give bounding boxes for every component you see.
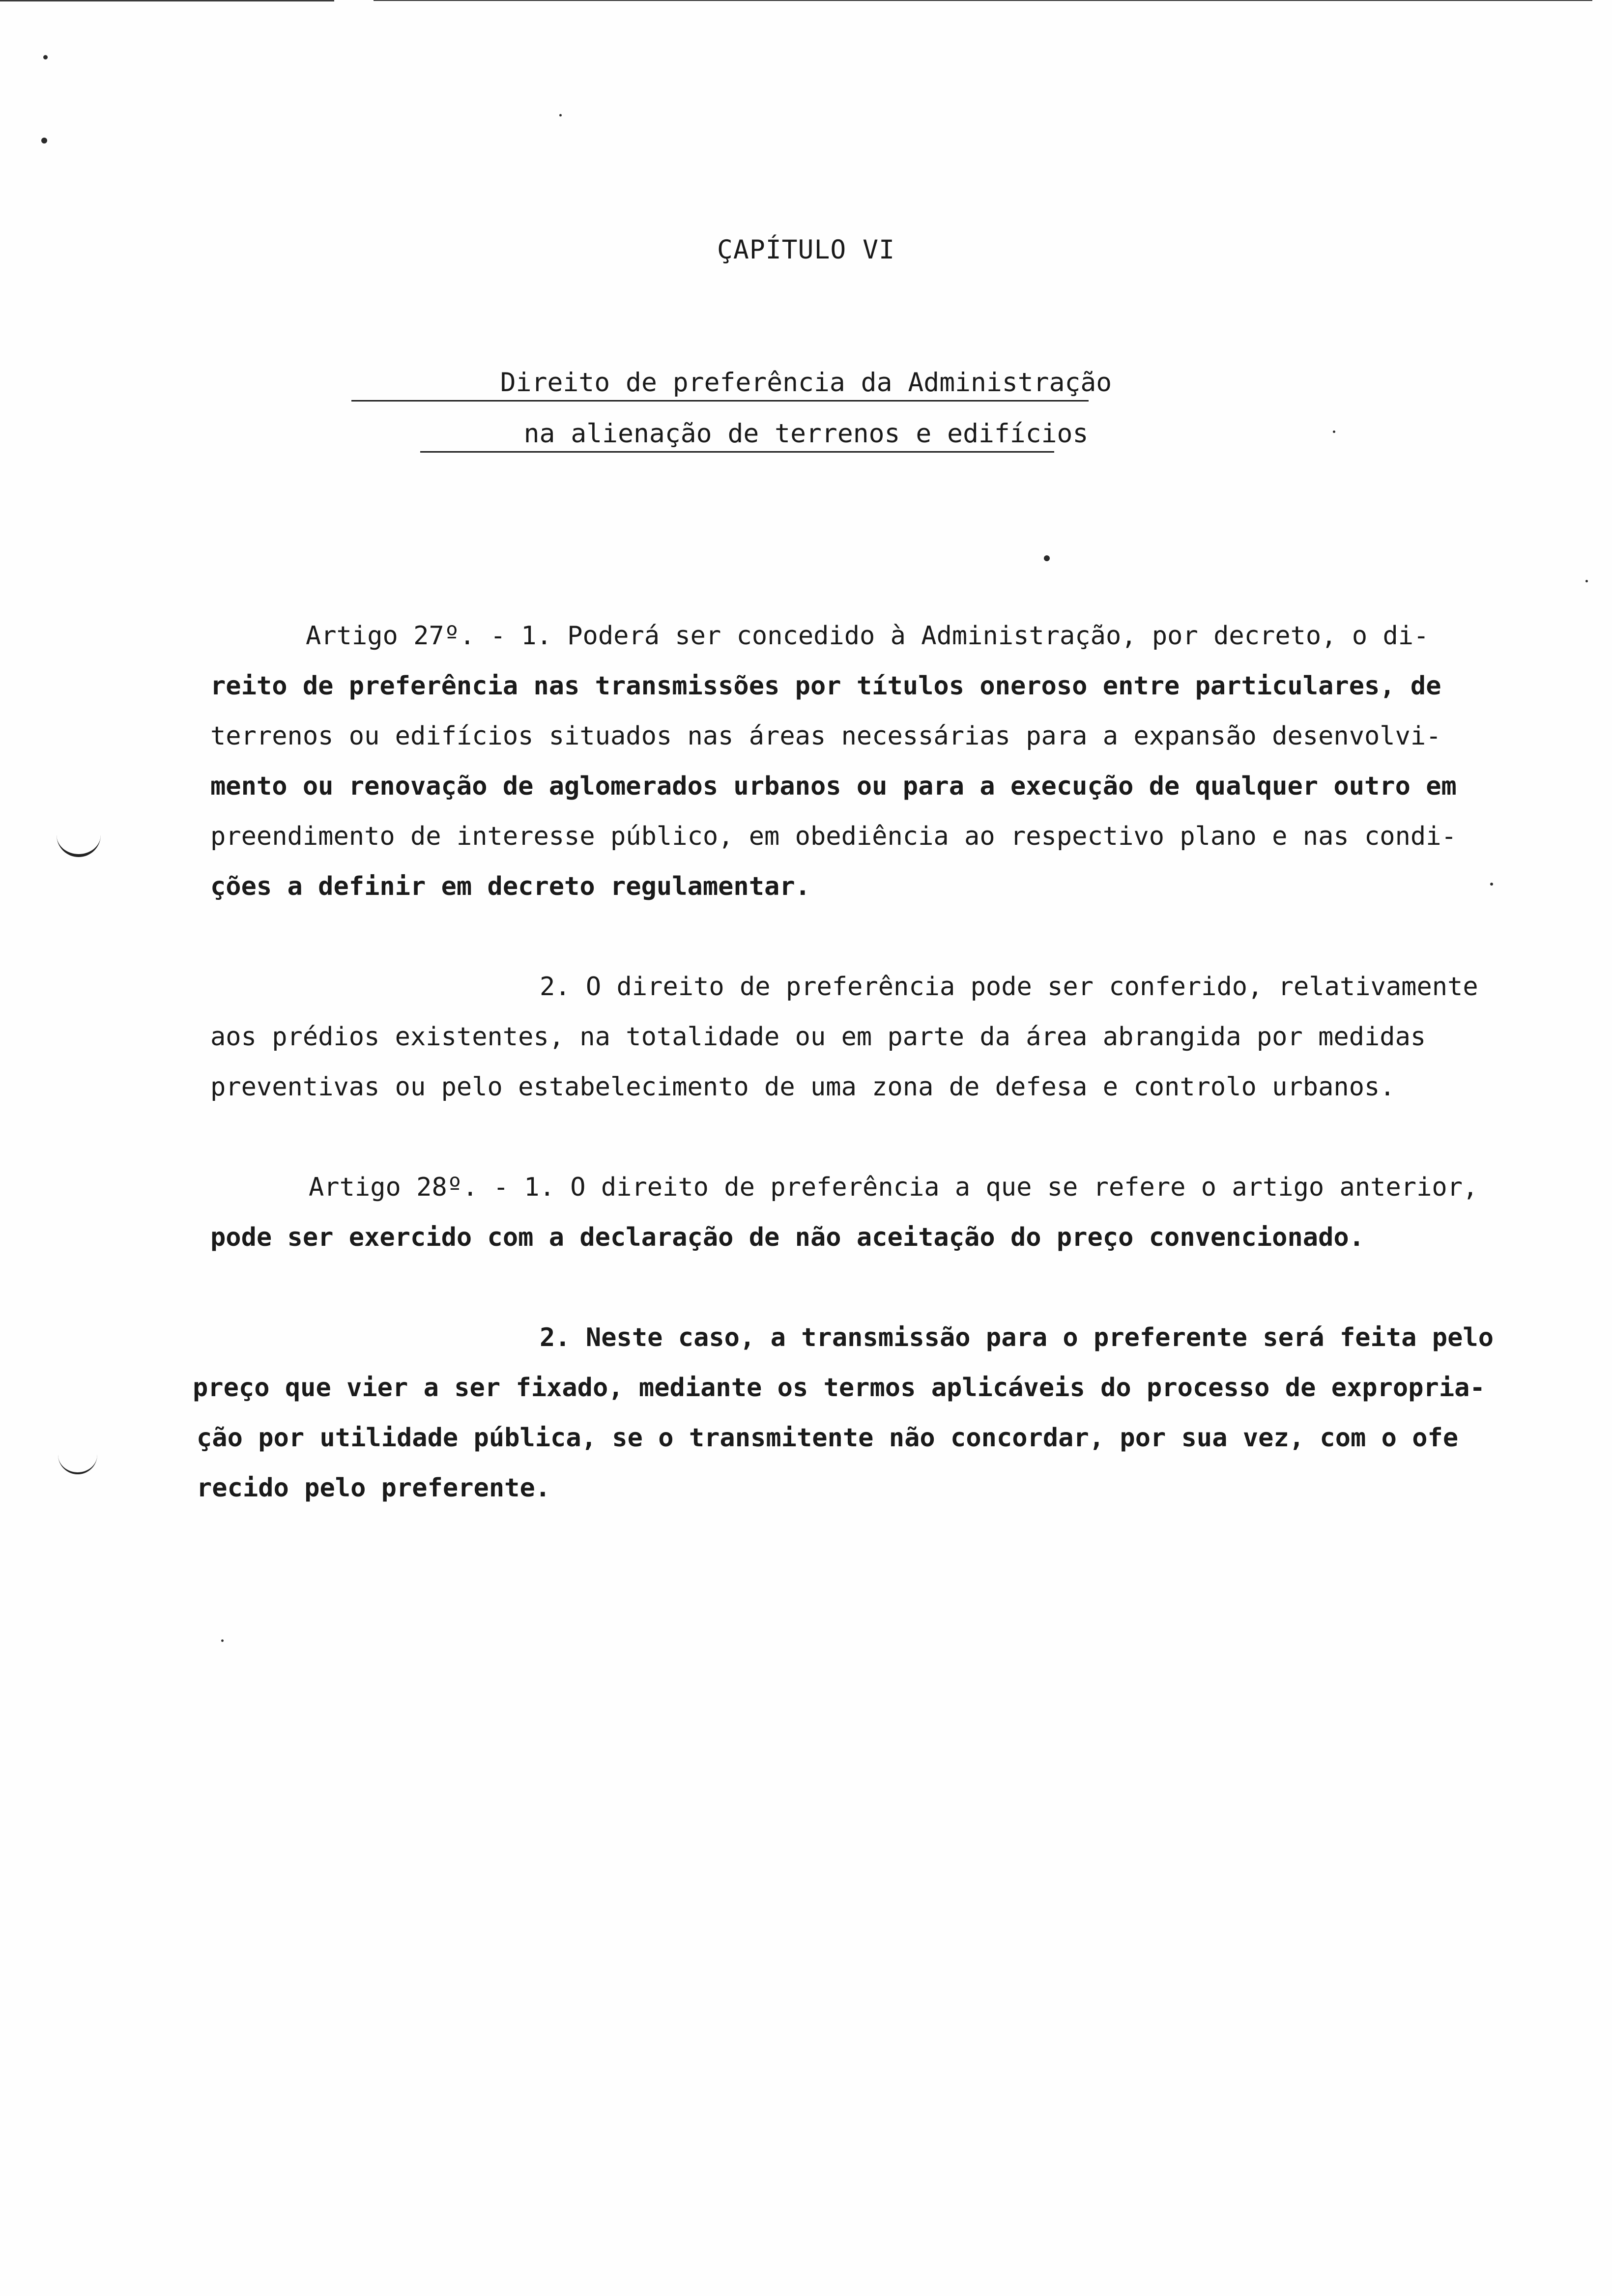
scan-speck [221, 1639, 224, 1642]
heading-underline-2 [420, 451, 1054, 453]
article-27-line: terrenos ou edifícios situados nas áreas necessárias para a expansão desenvolvi- [210, 721, 1441, 751]
section-heading-line-2: na alienação de terrenos e edifícios [523, 419, 1089, 449]
article-28-line: Artigo 28º. - 1. O direito de preferência a que se refere o artigo anterior, [309, 1173, 1478, 1202]
margin-bracket-mark [58, 1455, 97, 1474]
article-28-p2-line: ção por utilidade pública, se o transmitente não concordar, por sua vez, com o ofe [197, 1423, 1459, 1453]
article-27-line: ções a definir em decreto regulamentar. [210, 872, 810, 901]
article-27-line: Artigo 27º. - 1. Poderá ser concedido à Administração, por decreto, o di- [306, 621, 1429, 651]
scan-speck [1044, 555, 1050, 561]
section-heading-line-1: Direito de preferência da Administração [500, 368, 1112, 398]
scan-speck [559, 114, 562, 116]
article-28-line: pode ser exercido com a declaração de não aceitação do preço convencionado. [210, 1223, 1364, 1252]
chapter-title: ÇAPÍTULO VI [717, 235, 895, 265]
scan-speck [1585, 580, 1588, 582]
scan-top-edge-left [0, 0, 334, 1]
scan-speck [1490, 883, 1493, 886]
margin-bracket-mark [57, 834, 101, 857]
article-27-line: mento ou renovação de aglomerados urbanos ou para a execução de qualquer outro em [210, 772, 1457, 801]
article-28-p2-line: preço que vier a ser fixado, mediante os termos aplicáveis do processo de expropria- [193, 1373, 1485, 1403]
article-28-p2-line: 2. Neste caso, a transmissão para o preferente será feita pelo [540, 1323, 1494, 1352]
scan-speck [41, 138, 47, 144]
article-27-p2-line: preventivas ou pelo estabelecimento de uma zona de defesa e controlo urbanos. [210, 1072, 1395, 1102]
article-27-line: preendimento de interesse público, em obediência ao respectivo plano e nas condi- [210, 822, 1457, 851]
article-28-p2-line: recido pelo preferente. [197, 1473, 551, 1503]
scan-top-edge-right [374, 0, 1592, 1]
article-27-p2-line: 2. O direito de preferência pode ser conferido, relativamente [540, 972, 1478, 1002]
heading-underline-1 [351, 400, 1089, 402]
article-27-p2-line: aos prédios existentes, na totalidade ou em parte da área abrangida por medidas [210, 1022, 1426, 1052]
article-27-line: reito de preferência nas transmissões por títulos oneroso entre particulares, de [210, 671, 1441, 701]
scan-speck [43, 55, 48, 59]
